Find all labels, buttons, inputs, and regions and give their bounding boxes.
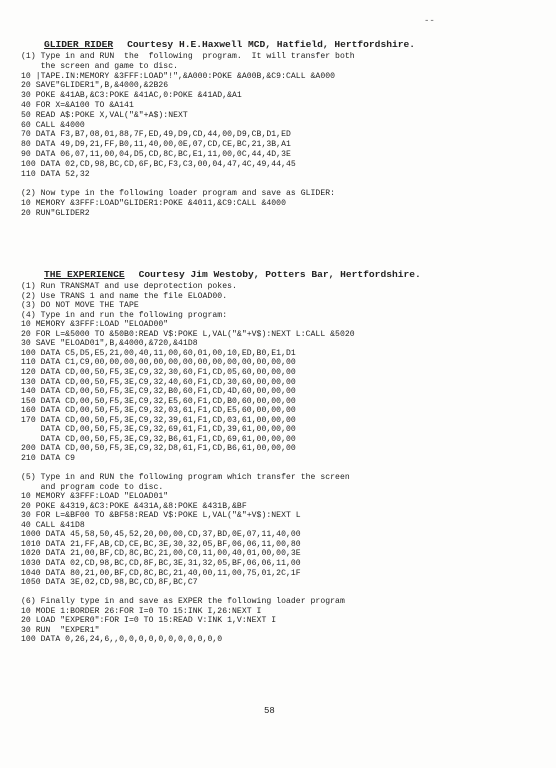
code-line: 140 DATA CD,00,50,F5,3E,C9,32,B0,60,F1,CD,4D,60,00,00,00 bbox=[21, 387, 296, 397]
code-line: (1) Type in and RUN the following program. It will transfer both bbox=[21, 52, 355, 61]
code-line: 200 DATA CD,00,50,F5,3E,C9,32,D8,61,F1,CD,B6,61,00,00,00 bbox=[21, 444, 296, 454]
code-line: 110 DATA 52,32 bbox=[21, 169, 90, 179]
code-line: (2) Use TRANS 1 and name the file ELOAD00. bbox=[21, 291, 228, 301]
page-number: 58 bbox=[264, 706, 275, 716]
corner-mark: -- bbox=[424, 16, 435, 26]
code-line: 30 RUN "EXPER1" bbox=[21, 625, 100, 635]
code-line: 20 FOR L=&5000 TO &50B0:READ V$:POKE L,VAL("&"+V$):NEXT L:CALL &5020 bbox=[21, 329, 355, 339]
code-line: 30 SAVE "ELOAD01",B,&4000,&720,&41D8 bbox=[21, 339, 198, 349]
code-line: 60 CALL &4000 bbox=[21, 120, 85, 130]
code-line: 90 DATA 06,07,11,00,04,D5,CD,8C,BC,E1,11,00,0C,44,4D,3E bbox=[21, 150, 291, 159]
code-line: 1020 DATA 21,00,BF,CD,8C,BC,21,00,C0,11,00,40,01,00,00,3E bbox=[21, 549, 301, 559]
code-line: DATA CD,00,50,F5,3E,C9,32,69,61,F1,CD,39,61,00,00,00 bbox=[21, 425, 296, 435]
code-line: 1040 DATA 80,21,00,BF,CD,8C,BC,21,40,00,11,00,75,01,2C,1F bbox=[21, 568, 301, 578]
code-line: (6) Finally type in and save as EXPER the following loader program bbox=[21, 597, 345, 607]
code-line: 1010 DATA 21,FF,AB,CD,CE,BC,3E,30,32,05,BF,06,06,11,00,80 bbox=[21, 539, 301, 549]
code-line: 40 FOR X=&A100 TO &A141 bbox=[21, 101, 134, 110]
code-line: 100 DATA 02,CD,98,BC,CD,6F,BC,F3,C3,00,04,47,4C,49,44,45 bbox=[21, 159, 296, 169]
code-line: 100 DATA 0,26,24,6,,0,0,0,0,0,0,0,0,0,0,0 bbox=[21, 635, 223, 645]
code-line: DATA CD,00,50,F5,3E,C9,32,B6,61,F1,CD,69,61,00,00,00 bbox=[21, 434, 296, 444]
code-line: 210 DATA C9 bbox=[21, 453, 75, 463]
code-line: 110 DATA C1,C9,00,00,00,00,00,00,00,00,00,00,00,00,00,00 bbox=[21, 358, 296, 368]
code-line: (3) DO NOT MOVE THE TAPE bbox=[21, 301, 139, 311]
code-line: 20 SAVE"GLIDER1",B,&4000,&2B26 bbox=[21, 81, 169, 91]
code-line: 40 CALL &41D8 bbox=[21, 520, 85, 530]
code-line: 100 DATA C5,D5,E5,21,00,40,11,00,60,01,00,10,ED,B0,E1,D1 bbox=[21, 348, 296, 358]
code-line: the screen and game to disc. bbox=[21, 61, 179, 71]
code-line: 70 DATA F3,B7,08,01,88,7F,ED,49,D9,CD,44,00,D9,CB,D1,ED bbox=[21, 130, 291, 140]
code-line: 1030 DATA 02,CD,98,BC,CD,8F,BC,3E,31,32,05,BF,06,06,11,00 bbox=[21, 558, 301, 568]
code-line: 160 DATA CD,00,50,F5,3E,C9,32,03,61,F1,CD,E5,60,00,00,00 bbox=[21, 406, 296, 416]
code-line: 20 POKE &4319,&C3:POKE &431A,&8:POKE &431B,&BF bbox=[21, 501, 247, 511]
code-line: (2) Now type in the following loader program and save as GLIDER: bbox=[21, 189, 336, 199]
code-line: 120 DATA CD,00,50,F5,3E,C9,32,30,60,F1,CD,05,60,00,00,00 bbox=[21, 367, 296, 377]
code-line: (4) Type in and run the following program: bbox=[21, 310, 228, 320]
code-line: 1000 DATA 45,58,50,45,52,20,00,00,CD,37,BD,0E,07,11,40,00 bbox=[21, 530, 301, 540]
code-line: 10 |TAPE.IN:MEMORY &3FFF:LOAD"!",&A000:POKE &A00B,&C9:CALL &A000 bbox=[21, 71, 336, 81]
code-line: 20 LOAD "EXPER0":FOR I=0 TO 15:READ V:INK 1,V:NEXT I bbox=[21, 616, 277, 626]
code-line: 10 MEMORY &3FFF:LOAD"GLIDER1:POKE &4011,&C9:CALL &4000 bbox=[21, 199, 286, 208]
code-line: 10 MODE 1:BORDER 26:FOR I=0 TO 15:INK I,26:NEXT I bbox=[21, 606, 262, 616]
code-line: (1) Run TRANSMAT and use deprotection pokes. bbox=[21, 282, 237, 291]
code-line: 10 MEMORY &3FFF:LOAD "ELOAD00" bbox=[21, 320, 169, 330]
code-line: 50 READ A$:POKE X,VAL("&"+A$):NEXT bbox=[21, 110, 188, 120]
section-courtesy: Courtesy Jim Westoby, Potters Bar, Hertfordshire. bbox=[138, 269, 421, 280]
code-line: 20 RUN"GLIDER2 bbox=[21, 208, 90, 218]
code-line: 80 DATA 49,D9,21,FF,B0,11,40,00,0E,07,CD,CE,BC,21,3B,A1 bbox=[21, 140, 291, 150]
code-line: (5) Type in and RUN the following program which transfer the screen bbox=[21, 473, 350, 482]
code-line: 30 FOR L=&BF00 TO &BF58:READ V$:POKE L,VAL("&"+V$):NEXT L bbox=[21, 511, 301, 521]
section-courtesy: Courtesy H.E.Haxwell MCD, Hatfield, Hertfordshire. bbox=[127, 39, 415, 50]
code-line: 1050 DATA 3E,02,CD,98,BC,CD,8F,BC,C7 bbox=[21, 578, 198, 588]
code-line: 10 MEMORY &3FFF:LOAD "ELOAD01" bbox=[21, 492, 169, 502]
code-line: 130 DATA CD,00,50,F5,3E,C9,32,40,60,F1,CD,30,60,00,00,00 bbox=[21, 377, 296, 387]
section-title: GLIDER RIDER bbox=[44, 39, 114, 50]
code-line: and program code to disc. bbox=[21, 482, 164, 492]
code-line: 30 POKE &41AB,&C3:POKE &41AC,0:POKE &41AD,&A1 bbox=[21, 91, 242, 101]
section-title: THE EXPERIENCE bbox=[44, 269, 125, 280]
code-line: 150 DATA CD,00,50,F5,3E,C9,32,E5,60,F1,CD,B0,60,00,00,00 bbox=[21, 396, 296, 406]
code-line: 170 DATA CD,00,50,F5,3E,C9,32,39,61,F1,CD,03,61,00,00,00 bbox=[21, 415, 296, 425]
